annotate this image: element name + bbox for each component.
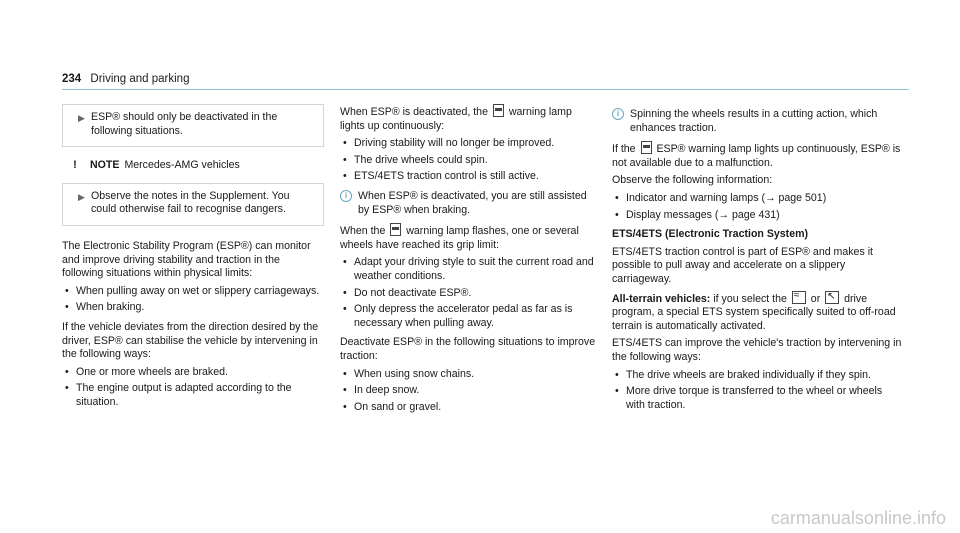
drive-program-icon bbox=[792, 291, 806, 304]
box-text: ESP® should only be deactivated in the following situations. bbox=[91, 111, 278, 137]
list-item: • When pulling away on wet or slippery carriageways. bbox=[62, 285, 324, 299]
esp-warning-lamp-icon bbox=[390, 223, 401, 236]
page-number: 234 bbox=[62, 73, 82, 85]
info-note bbox=[612, 108, 902, 135]
text: When ESP® is deactivated, the bbox=[340, 106, 488, 118]
text: When the bbox=[340, 225, 386, 238]
list-item: • The drive wheels are braked individually if they spin. bbox=[612, 369, 902, 383]
section-title: Driving and parking bbox=[90, 73, 190, 85]
list-item: • When braking. bbox=[62, 301, 324, 315]
text: warning lamp flashes, one or several wheels have reached its grip limit: bbox=[340, 225, 579, 251]
esp-off-warning-lamp-icon bbox=[493, 104, 504, 117]
drive-program-icon bbox=[825, 291, 839, 304]
list-item: • Adapt your driving style to suit the current road and weather conditions. bbox=[340, 256, 598, 283]
paragraph bbox=[340, 104, 598, 133]
bullet-list bbox=[340, 368, 598, 415]
paragraph: If the vehicle deviates from the direction desired by the driver, ESP® can stabilise the vehicle by intervening in the following ways: bbox=[62, 320, 319, 361]
label: All-terrain vehicles: bbox=[612, 292, 711, 305]
text: if you select the bbox=[713, 292, 787, 305]
column-2 bbox=[340, 104, 598, 420]
info-note bbox=[340, 190, 598, 217]
exclamation-icon: ! bbox=[73, 159, 77, 172]
triangle-right-icon: ▶ bbox=[78, 113, 85, 123]
list-item: • When using snow chains. bbox=[340, 368, 598, 382]
esp-warning-lamp-icon bbox=[641, 141, 652, 154]
page-header bbox=[62, 73, 189, 87]
list-item: • The drive wheels could spin. bbox=[340, 154, 598, 168]
paragraph: Observe the following information: bbox=[612, 174, 773, 187]
paragraph bbox=[612, 291, 902, 334]
info-circle-icon: i bbox=[612, 108, 624, 120]
text: drive program, a special ETS system specifically suited to off-road terrain is automatically activated. bbox=[612, 292, 896, 332]
paragraph bbox=[340, 223, 598, 252]
paragraph: Deactivate ESP® in the following situations to improve traction: bbox=[340, 336, 596, 362]
paragraph: ETS/4ETS traction control is part of ESP® and makes it possible to pull away and accelerate on a slippery carriageway. bbox=[612, 245, 873, 285]
note-title: Mercedes-AMG vehicles bbox=[124, 159, 240, 172]
info-text: When ESP® is deactivated, you are still assisted by ESP® when braking. bbox=[358, 189, 587, 216]
list-item-link[interactable]: • Indicator and warning lamps (→ page 501) bbox=[612, 192, 902, 206]
info-box-esp bbox=[62, 104, 324, 147]
info-box-supplement bbox=[62, 183, 324, 226]
list-item: • On sand or gravel. bbox=[340, 401, 598, 415]
watermark: carmanualsonline.info bbox=[770, 508, 946, 529]
bullet-list bbox=[62, 366, 324, 410]
header-rule bbox=[62, 89, 909, 90]
bullet-list bbox=[340, 256, 598, 330]
bullet-list bbox=[340, 137, 598, 184]
text: ESP® warning lamp lights up continuously, ESP® is not available due to a malfunction. bbox=[612, 143, 901, 169]
list-item: • In deep snow. bbox=[340, 384, 598, 398]
info-text: Spinning the wheels results in a cutting action, which enhances traction. bbox=[630, 108, 878, 134]
note-label: NOTE bbox=[90, 159, 120, 172]
list-item-link[interactable]: • Display messages (→ page 431) bbox=[612, 209, 902, 223]
text: warning lamp lights up continuously: bbox=[340, 106, 572, 132]
info-circle-icon: i bbox=[340, 190, 352, 202]
text: If the bbox=[612, 143, 636, 156]
box-text: Observe the notes in the Supplement. You could otherwise fail to recognise dangers. bbox=[91, 189, 290, 216]
section-heading: ETS/4ETS (Electronic Traction System) bbox=[612, 228, 809, 241]
bullet-list bbox=[612, 369, 902, 413]
paragraph bbox=[612, 141, 902, 170]
paragraph: ETS/4ETS can improve the vehicle's traction by intervening in the following ways: bbox=[612, 337, 902, 363]
list-item: • The engine output is adapted according to the situation. bbox=[62, 382, 324, 409]
paragraph: The Electronic Stability Program (ESP®) can monitor and improve driving stability and traction in the following situations within physical limits: bbox=[62, 239, 311, 280]
bullet-list bbox=[62, 285, 324, 315]
bullet-list bbox=[612, 192, 902, 222]
column-1 bbox=[62, 104, 324, 416]
note-heading bbox=[62, 159, 324, 173]
list-item: • More drive torque is transferred to the wheel or wheels with traction. bbox=[612, 385, 902, 412]
column-3 bbox=[612, 104, 902, 418]
list-item: • Driving stability will no longer be improved. bbox=[340, 137, 598, 151]
list-item: • Do not deactivate ESP®. bbox=[340, 287, 598, 301]
text: or bbox=[810, 292, 821, 305]
list-item: • Only depress the accelerator pedal as far as is necessary when pulling away. bbox=[340, 303, 598, 330]
list-item: • One or more wheels are braked. bbox=[62, 366, 324, 380]
list-item: • ETS/4ETS traction control is still active. bbox=[340, 170, 598, 184]
triangle-right-icon: ▶ bbox=[78, 191, 85, 202]
